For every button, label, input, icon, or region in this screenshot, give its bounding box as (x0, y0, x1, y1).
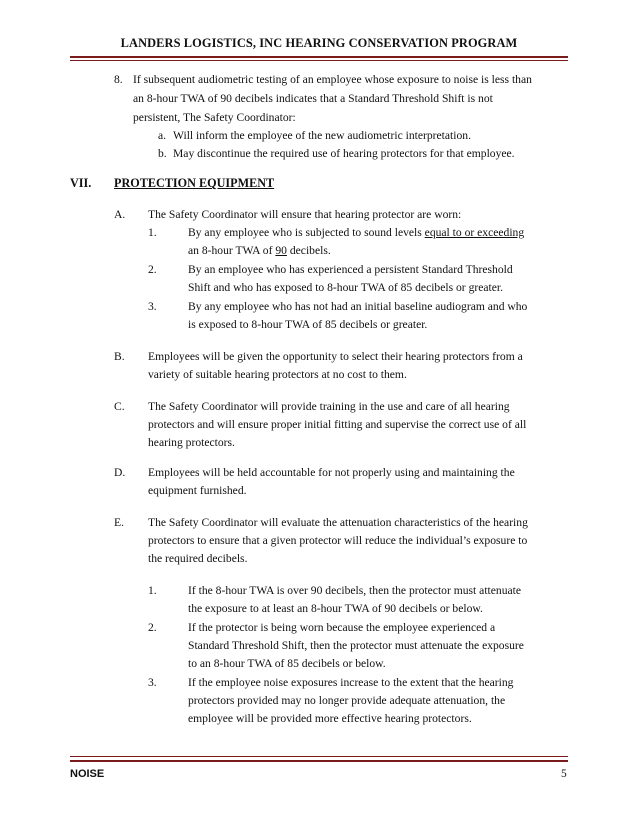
item-8-number: 8. (114, 73, 123, 86)
item-c-line-1: The Safety Coordinator will provide training in the use and care of all hearing (148, 400, 510, 413)
item-8-line-3: persistent, The Safety Coordinator: (133, 111, 296, 124)
header-rule-thin (70, 60, 568, 61)
item-b-letter: B. (114, 350, 125, 363)
item-e-line-1: The Safety Coordinator will evaluate the attenuation characteristics of the hearing (148, 516, 528, 529)
item-8a-letter: a. (158, 129, 167, 142)
item-e2-line-1: If the protector is being worn because the employee experienced a (188, 621, 496, 634)
item-a1-line-1 (188, 226, 524, 239)
item-d-line-1: Employees will be held accountable for not properly using and maintaining the (148, 466, 515, 479)
item-b-line-2: variety of suitable hearing protectors at no cost to them. (148, 368, 407, 381)
item-e2-number: 2. (148, 621, 157, 634)
item-a1-text: By any employee who is subjected to sound levels (188, 226, 425, 239)
item-a1-underlined-2: 90 (275, 244, 287, 257)
item-d-line-2: equipment furnished. (148, 484, 247, 497)
header-rule (70, 56, 568, 58)
item-c-line-3: hearing protectors. (148, 436, 235, 449)
item-e-line-3: the required decibels. (148, 552, 248, 565)
item-a-text: The Safety Coordinator will ensure that hearing protector are worn: (148, 208, 462, 221)
item-a1-text-3: decibels. (286, 244, 331, 257)
item-a1-number: 1. (148, 226, 157, 239)
footer-section-label: NOISE (70, 768, 105, 780)
item-e2-line-2: Standard Threshold Shift, then the protector must attenuate the exposure (188, 639, 524, 652)
footer-rule (70, 760, 568, 762)
item-8a-text: Will inform the employee of the new audiometric interpretation. (173, 129, 471, 142)
item-a1-line-2 (188, 244, 331, 257)
item-c-letter: C. (114, 400, 125, 413)
item-e1-line-2: the exposure to at least an 8-hour TWA of 90 decibels or below. (188, 602, 483, 615)
item-e1-line-1: If the 8-hour TWA is over 90 decibels, then the protector must attenuate (188, 584, 522, 597)
item-a1-underlined: equal to or exceeding (424, 226, 525, 239)
item-a1-text-2: an 8-hour TWA of (188, 244, 276, 257)
item-e-line-2: protectors to ensure that a given protector will reduce the individual’s exposure to (148, 534, 528, 547)
item-e3-line-1: If the employee noise exposures increase to the extent that the hearing (188, 676, 514, 689)
item-a3-line-2: is exposed to 8-hour TWA of 85 decibels or greater. (188, 318, 428, 331)
section-title: PROTECTION EQUIPMENT (114, 176, 275, 190)
item-a3-number: 3. (148, 300, 157, 313)
item-8b-text: May discontinue the required use of hearing protectors for that employee. (173, 147, 515, 160)
item-8b-letter: b. (158, 147, 167, 160)
item-c-line-2: protectors and will ensure proper initial fitting and supervise the correct use of all (148, 418, 527, 431)
footer-page-number: 5 (561, 768, 567, 780)
item-d-letter: D. (114, 466, 126, 479)
item-e3-line-2: protectors provided may no longer provide adequate attenuation, the (188, 694, 506, 707)
item-e3-line-3: employee will be provided more effective hearing protectors. (188, 712, 472, 725)
item-8-line-1: If subsequent audiometric testing of an employee whose exposure to noise is less than (133, 73, 532, 86)
item-b-line-1: Employees will be given the opportunity to select their hearing protectors from a (148, 350, 523, 363)
item-8-line-2: an 8-hour TWA of 90 decibels indicates that a Standard Threshold Shift is not (133, 92, 493, 105)
item-a2-number: 2. (148, 263, 157, 276)
item-e3-number: 3. (148, 676, 157, 689)
item-a2-line-1: By an employee who has experienced a persistent Standard Threshold (188, 263, 513, 276)
section-number: VII. (70, 176, 92, 190)
item-a3-line-1: By any employee who has not had an initial baseline audiogram and who (188, 300, 528, 313)
item-a-letter: A. (114, 208, 126, 221)
item-a2-line-2: Shift and who has exposed to 8-hour TWA of 85 decibels or greater. (188, 281, 503, 294)
item-e1-number: 1. (148, 584, 157, 597)
item-e2-line-3: to an 8-hour TWA of 85 decibels or below. (188, 657, 386, 670)
footer-rule-thin (70, 756, 568, 757)
page-header-title: LANDERS LOGISTICS, INC HEARING CONSERVATION PROGRAM (120, 36, 518, 50)
item-e-letter: E. (114, 516, 124, 529)
